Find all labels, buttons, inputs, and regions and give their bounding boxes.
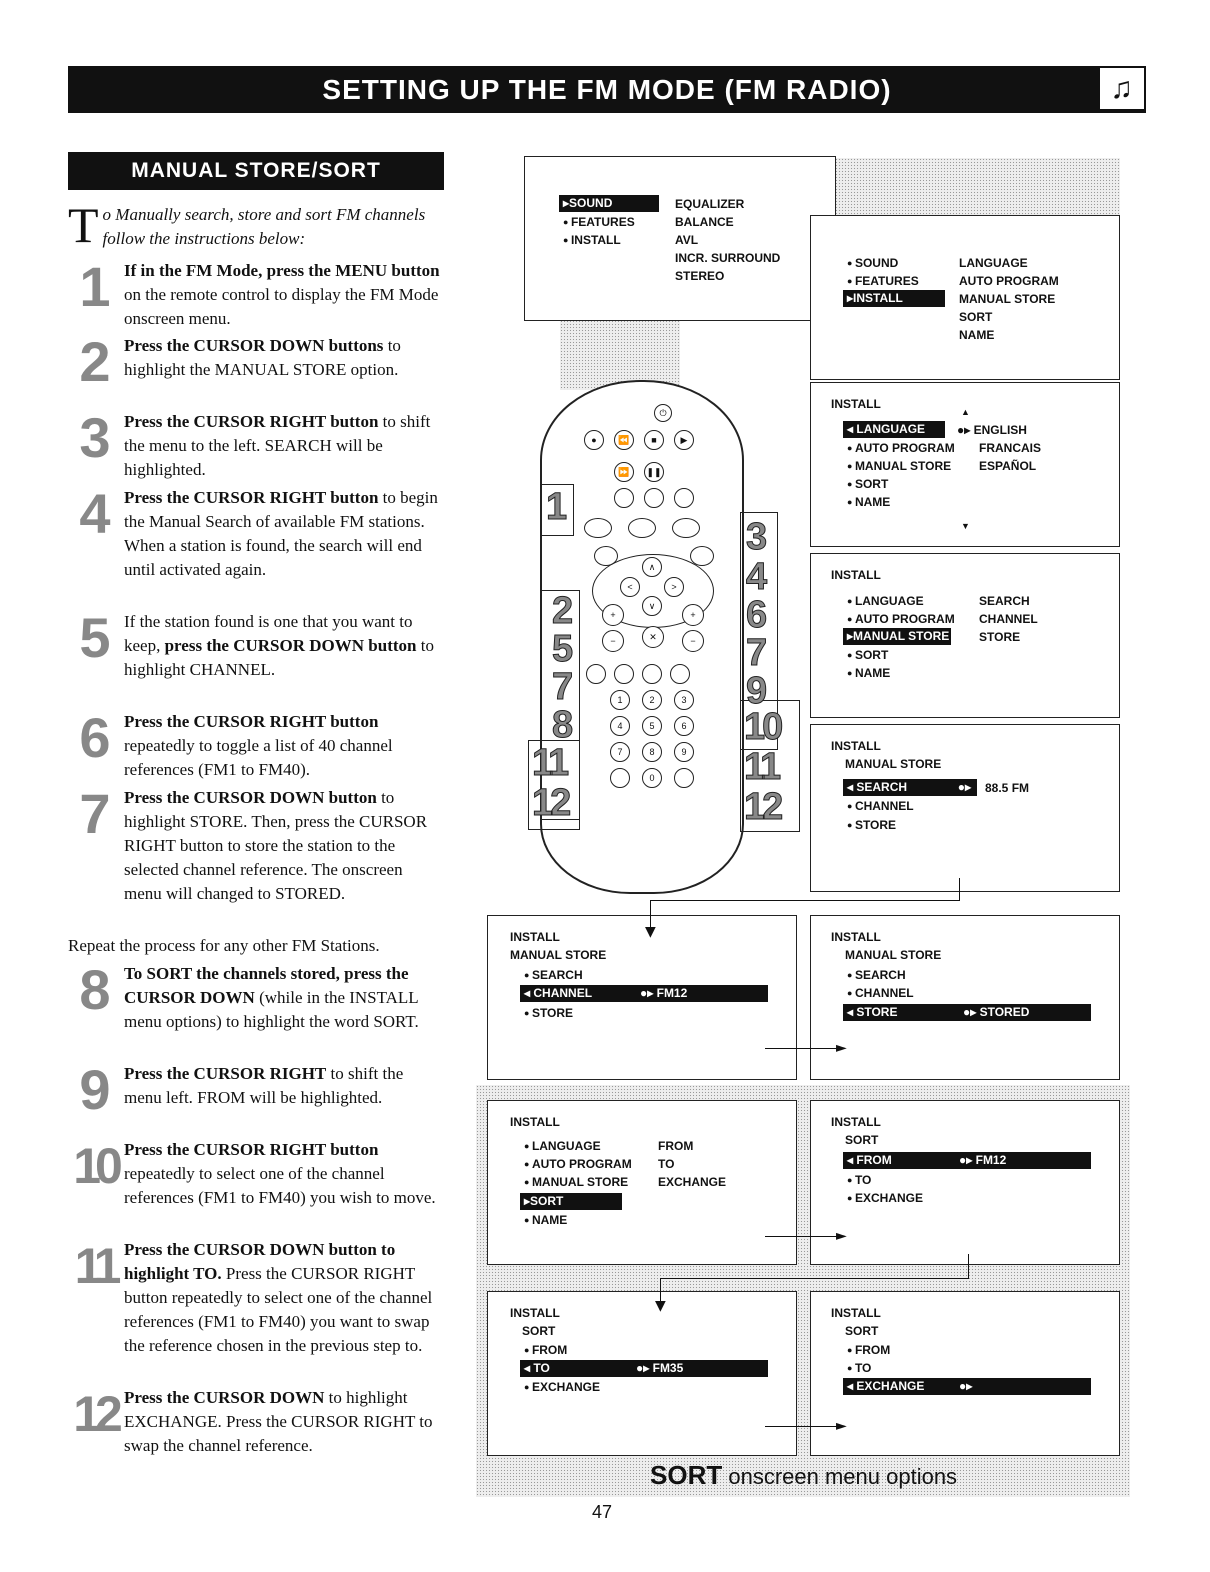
step-number: 9 [79, 1058, 111, 1121]
menu-item: ● CHANNEL [847, 799, 914, 813]
menu-manual-store-stored [810, 915, 1120, 1080]
menu-item: ● SORT [847, 477, 888, 491]
menu-value: 88.5 FM [985, 781, 1030, 795]
caption-rest: onscreen menu options [722, 1464, 958, 1489]
rewind-button: ⏪ [614, 430, 634, 450]
step-bold: To SORT the channels stored, press the CURSOR DOWN [124, 964, 409, 1007]
menu-item: ● FEATURES [847, 274, 919, 288]
callout-number: 11 [744, 746, 779, 788]
submenu-item: EQUALIZER [675, 197, 745, 211]
callout-number: 10 [744, 706, 781, 748]
menu-highlight: ◂ TO ●▸ FM35 [520, 1360, 768, 1377]
menu-main-sound [524, 156, 836, 321]
step-number: 2 [79, 330, 111, 393]
step-rest: to highlight EXCHANGE. Press the CURSOR RIGHT to swap the channel reference. [124, 1388, 433, 1455]
submenu-item: AUTO PROGRAM [959, 274, 1059, 288]
remote-button [628, 518, 656, 538]
menu-item: ● SORT [847, 648, 888, 662]
menu-highlight: ▸SOUND [559, 195, 659, 212]
menu-highlight: ◂ SEARCH ●▸ [843, 779, 977, 796]
arrow-down-icon: ▼ [645, 924, 656, 940]
menu-item: ● FROM [847, 1343, 890, 1357]
remote-button [674, 488, 694, 508]
submenu-item: MANUAL STORE [959, 292, 1056, 306]
menu-title: INSTALL [831, 1306, 881, 1320]
menu-item: ● INSTALL [563, 233, 621, 247]
arrow-up-icon: ▲ [961, 407, 970, 417]
callout-number: 11 [532, 742, 567, 784]
submenu-item: LANGUAGE [959, 256, 1028, 270]
step-number: 4 [79, 482, 111, 545]
caption-bold: SORT [650, 1460, 723, 1490]
step-bold: Press the CURSOR RIGHT button [124, 1140, 379, 1159]
menu-item: ● SEARCH [847, 968, 906, 982]
menu-subtitle: SORT [522, 1324, 556, 1338]
step-rest: to highlight CHANNEL. [124, 636, 434, 679]
menu-item: ● TO [847, 1361, 871, 1375]
remote-button [614, 488, 634, 508]
callout-number: 3 [746, 516, 765, 558]
step-rest: to highlight STORE. Then, press the CURSOR RIGHT button to store the station to the selected channel reference. The onscreen menu will changed to STORED. [124, 788, 428, 903]
intro-dropcap: T [68, 197, 99, 253]
screen-beam [560, 320, 680, 390]
menu-highlight: ◂ EXCHANGE ●▸ [843, 1378, 1091, 1395]
digit-button-1: 1 [610, 690, 630, 710]
fast-forward-button: ⏩ [614, 462, 634, 482]
step-number: 11 [74, 1238, 116, 1294]
submenu-item: TO [658, 1157, 675, 1171]
menu-highlight: ◂ FROM ●▸ FM12 [843, 1152, 1091, 1169]
menu-highlight: ▸SORT [520, 1193, 622, 1210]
submenu-item: FROM [658, 1139, 694, 1153]
menu-title: INSTALL [831, 739, 881, 753]
submenu-item: ●▸ ENGLISH [957, 423, 1027, 437]
step-10 [68, 1138, 444, 1210]
menu-title: INSTALL [831, 568, 881, 582]
connector-line [765, 1048, 840, 1049]
step-rest: Press the CURSOR RIGHT button repeatedly to select one of the channel references (FM1 to FM40) you want to swap the reference chosen in the previous step to. [124, 1264, 433, 1355]
menu-title: INSTALL [510, 930, 560, 944]
menu-item: ● LANGUAGE [524, 1139, 601, 1153]
callout-number: 9 [746, 670, 765, 712]
section-title: MANUAL STORE/SORT [68, 152, 444, 190]
power-button: ⏻ [654, 404, 672, 422]
volume-up-button: + [602, 604, 624, 626]
step-6 [68, 706, 444, 782]
intro-text [68, 197, 444, 253]
remote-button [610, 768, 630, 788]
arrow-right-icon: ► [836, 1040, 847, 1056]
step-rest: to shift the menu to the left. SEARCH will be highlighted. [124, 412, 431, 479]
menu-install-manual-store [810, 553, 1120, 718]
menu-item: ● AUTO PROGRAM [847, 441, 955, 455]
page-title: SETTING UP THE FM MODE (FM RADIO) [322, 73, 892, 105]
menu-subtitle: SORT [845, 1324, 879, 1338]
menu-subtitle: MANUAL STORE [510, 948, 607, 962]
remote-button [672, 518, 700, 538]
remote-button [644, 488, 664, 508]
callout-number: 12 [744, 786, 781, 828]
cursor-up-button: ∧ [642, 557, 662, 577]
step-3 [68, 406, 444, 482]
page-number: 47 [592, 1502, 613, 1522]
step-rest: to shift the menu left. FROM will be highlighted. [124, 1064, 404, 1107]
menu-highlight: ◂ CHANNEL ●▸ FM12 [520, 985, 768, 1002]
digit-button-2: 2 [642, 690, 662, 710]
step-bold: Press the CURSOR RIGHT [124, 1064, 327, 1083]
menu-highlight: ◂ LANGUAGE [843, 421, 945, 438]
step-rest: repeatedly to select one of the channel references (FM1 to FM40) you wish to move. [124, 1164, 436, 1207]
step-rest: repeatedly to toggle a list of 40 channel references (FM1 to FM40). [124, 736, 393, 779]
menu-item: ● STORE [847, 818, 896, 832]
channel-down-button: − [682, 630, 704, 652]
submenu-item: EXCHANGE [658, 1175, 727, 1189]
digit-button-5: 5 [642, 716, 662, 736]
callout-number: 6 [746, 594, 765, 636]
step-number: 5 [79, 606, 111, 669]
menu-main-install [810, 215, 1120, 380]
step-5 [68, 606, 444, 682]
step-12 [68, 1386, 444, 1458]
menu-subtitle: MANUAL STORE [845, 948, 942, 962]
sort-caption [650, 1460, 957, 1491]
step-bold: Press the CURSOR DOWN [124, 1388, 325, 1407]
callout-number: 12 [532, 782, 569, 824]
connector-line [765, 1426, 840, 1427]
callout-number: 8 [552, 704, 571, 746]
step-bold: Press the CURSOR DOWN button [124, 788, 377, 807]
cursor-down-button: ∨ [642, 596, 662, 616]
remote-button [586, 664, 606, 684]
remote-button [674, 768, 694, 788]
step-7 [68, 782, 444, 906]
step-bold: Press the CURSOR DOWN buttons [124, 336, 384, 355]
menu-item: ● FEATURES [563, 215, 635, 229]
menu-item: ● EXCHANGE [524, 1380, 600, 1394]
menu-subtitle: SORT [845, 1133, 879, 1147]
step-11 [68, 1238, 444, 1358]
step-rest: to begin the Manual Search of available FM stations. When a station is found, the search will end until activated again. [124, 488, 438, 579]
submenu-item: ESPAÑOL [979, 459, 1037, 473]
channel-up-button: + [682, 604, 704, 626]
callout-number: 2 [552, 590, 571, 632]
step-8 [68, 958, 444, 1034]
submenu-item: SEARCH [979, 594, 1030, 608]
step-bold: Press the CURSOR RIGHT button [124, 712, 379, 731]
menu-title: INSTALL [510, 1306, 560, 1320]
digit-button-0: 0 [642, 768, 662, 788]
record-button: ● [584, 430, 604, 450]
callout-number: 7 [552, 666, 571, 708]
step-bold: Press the CURSOR DOWN button to highlight TO. [124, 1240, 396, 1283]
arrow-right-icon: ► [836, 1418, 847, 1434]
menu-title: INSTALL [510, 1115, 560, 1129]
menu-item: ● FROM [524, 1343, 567, 1357]
step-rest: to highlight the MANUAL STORE option. [124, 336, 401, 379]
mute-button: ✕ [642, 626, 664, 648]
menu-highlight: ▸INSTALL [843, 290, 945, 307]
cursor-right-button: > [664, 577, 684, 597]
menu-sort-from [810, 1100, 1120, 1265]
menu-item: ● TO [847, 1173, 871, 1187]
digit-button-3: 3 [674, 690, 694, 710]
submenu-item: INCR. SURROUND [675, 251, 781, 265]
step-rest: on the remote control to display the FM Mode onscreen menu. [124, 285, 439, 328]
repeat-text: Repeat the process for any other FM Stations. [68, 936, 380, 955]
remote-button [614, 664, 634, 684]
menu-item: ● MANUAL STORE [524, 1175, 628, 1189]
page-banner [68, 66, 1146, 113]
menu-item: ● AUTO PROGRAM [524, 1157, 632, 1171]
menu-install-language [810, 382, 1120, 547]
step-number: 6 [79, 706, 111, 769]
menu-highlight: ▸MANUAL STORE [843, 628, 951, 645]
play-button: ▶ [674, 430, 694, 450]
submenu-item: FRANCAIS [979, 441, 1041, 455]
pause-button: ❚❚ [644, 462, 664, 482]
step-bold: If in the FM Mode, press the MENU button [124, 261, 440, 280]
arrow-down-icon: ▼ [655, 1298, 666, 1314]
digit-button-9: 9 [674, 742, 694, 762]
stop-button: ■ [644, 430, 664, 450]
menu-item: ● NAME [847, 495, 890, 509]
step-pre: If the station found is one that you want to keep, [124, 612, 413, 655]
music-note-icon: ♫ [1100, 68, 1144, 109]
menu-sort-to [487, 1291, 797, 1456]
step-9 [68, 1058, 444, 1121]
step-number: 8 [79, 958, 111, 1021]
menu-item: ● STORE [524, 1006, 573, 1020]
step-bold: Press the CURSOR RIGHT button [124, 412, 379, 431]
step-number: 7 [79, 782, 111, 845]
menu-highlight: ◂ STORE ●▸ STORED [843, 1004, 1091, 1021]
remote-button [584, 518, 612, 538]
menu-item: ● NAME [847, 666, 890, 680]
step-bold: Press the CURSOR RIGHT button [124, 488, 379, 507]
menu-item: ● NAME [524, 1213, 567, 1227]
menu-title: INSTALL [831, 930, 881, 944]
arrow-right-icon: ► [836, 1228, 847, 1244]
submenu-item: CHANNEL [979, 612, 1038, 626]
callout-number: 1 [546, 486, 565, 528]
step-bold: press the CURSOR DOWN button [164, 636, 417, 655]
menu-manual-store-search [810, 724, 1120, 892]
step-rest: (while in the INSTALL menu options) to highlight the word SORT. [124, 988, 419, 1031]
digit-button-4: 4 [610, 716, 630, 736]
menu-subtitle: MANUAL STORE [845, 757, 942, 771]
step-1 [68, 255, 444, 331]
step-2 [68, 330, 444, 393]
intro-body: o Manually search, store and sort FM channels follow the instructions below: [102, 205, 426, 248]
remote-button [642, 664, 662, 684]
menu-item: ● LANGUAGE [847, 594, 924, 608]
digit-button-7: 7 [610, 742, 630, 762]
arrow-down-icon: ▼ [961, 521, 970, 531]
remote-button [670, 664, 690, 684]
connector-line [650, 900, 960, 901]
step-number: 1 [79, 255, 111, 318]
connector-line [660, 1278, 969, 1279]
callout-number: 7 [746, 632, 765, 674]
volume-down-button: − [602, 630, 624, 652]
step-number: 3 [79, 406, 111, 469]
digit-button-6: 6 [674, 716, 694, 736]
submenu-item: BALANCE [675, 215, 734, 229]
menu-item: ● SEARCH [524, 968, 583, 982]
menu-title: INSTALL [831, 397, 881, 411]
menu-item: ● CHANNEL [847, 986, 914, 1000]
menu-item: ● SOUND [847, 256, 898, 270]
step-number: 10 [73, 1138, 117, 1194]
menu-item: ● AUTO PROGRAM [847, 612, 955, 626]
submenu-item: SORT [959, 310, 993, 324]
menu-install-sort [487, 1100, 797, 1265]
connector-line [968, 1254, 969, 1278]
submenu-item: STORE [979, 630, 1021, 644]
menu-title: INSTALL [831, 1115, 881, 1129]
submenu-item: STEREO [675, 269, 725, 283]
submenu-item: NAME [959, 328, 995, 342]
connector-line [765, 1236, 840, 1237]
submenu-item: AVL [675, 233, 699, 247]
menu-item: ● MANUAL STORE [847, 459, 951, 473]
menu-item: ● EXCHANGE [847, 1191, 923, 1205]
connector-line [959, 878, 960, 900]
step-4 [68, 482, 444, 582]
callout-number: 4 [746, 556, 765, 598]
cursor-left-button: < [620, 577, 640, 597]
menu-sort-exchange [810, 1291, 1120, 1456]
step-number: 12 [73, 1386, 117, 1442]
menu-manual-store-channel [487, 915, 797, 1080]
callout-number: 5 [552, 628, 571, 670]
digit-button-8: 8 [642, 742, 662, 762]
